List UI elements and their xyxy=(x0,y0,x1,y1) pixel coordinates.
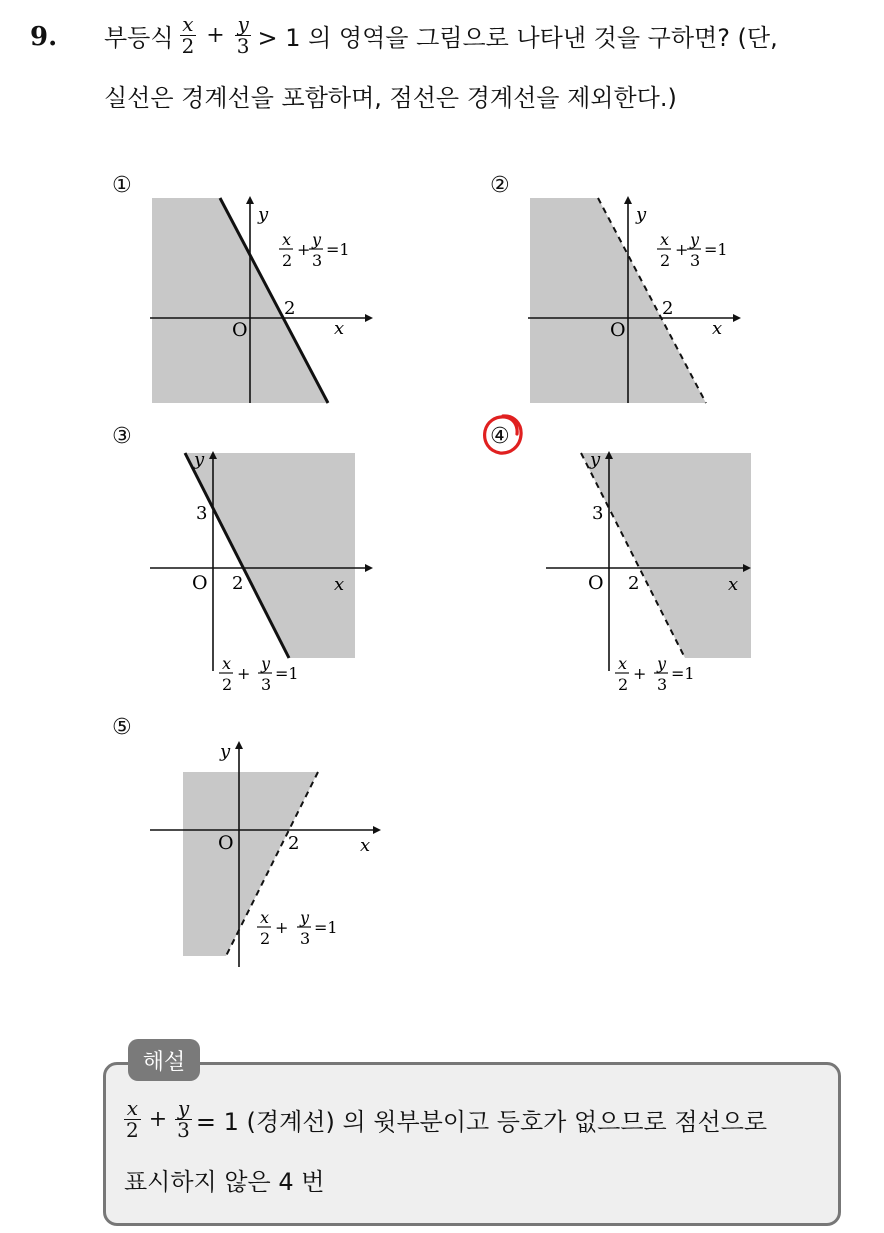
svg-text:+: + xyxy=(275,918,289,937)
explanation-line-1 xyxy=(124,1098,767,1141)
y-axis-label: y xyxy=(636,204,647,225)
svg-text:=1: =1 xyxy=(275,664,299,683)
shaded-region xyxy=(183,772,318,956)
svg-text:3: 3 xyxy=(690,251,701,270)
y-axis-label: y xyxy=(194,449,205,470)
svg-text:y: y xyxy=(312,230,322,249)
origin-label: O xyxy=(192,572,208,594)
explanation-box xyxy=(103,1062,841,1226)
svg-text:+: + xyxy=(633,664,647,683)
explanation-fraction-x: $\frac{x}{2}$ xyxy=(126,1096,139,1142)
svg-text:+: + xyxy=(237,664,251,683)
svg-text:+: + xyxy=(297,240,311,259)
svg-text:2: 2 xyxy=(618,675,629,694)
tick-x-label: 2 xyxy=(628,573,640,594)
shaded-region xyxy=(530,198,706,403)
equation-label xyxy=(257,908,338,948)
tick-y-label: 3 xyxy=(592,503,604,524)
option-1-label[interactable]: ① xyxy=(112,173,132,198)
equation-label xyxy=(615,654,695,694)
x-axis-label: x xyxy=(334,318,345,339)
question-number: 9. xyxy=(30,22,58,52)
shaded-region xyxy=(581,453,751,658)
svg-text:2: 2 xyxy=(260,929,271,948)
y-axis-arrow xyxy=(624,196,632,204)
svg-text:3: 3 xyxy=(261,675,272,694)
graph-option-5 xyxy=(140,735,390,975)
x-axis-arrow xyxy=(733,314,741,322)
svg-text:3: 3 xyxy=(657,675,668,694)
y-axis-label: y xyxy=(258,204,269,225)
y-axis-arrow xyxy=(235,741,243,749)
svg-text:2: 2 xyxy=(222,675,233,694)
question-line-1 xyxy=(104,14,778,57)
question-prefix: 부등식 xyxy=(104,24,174,52)
svg-text:2: 2 xyxy=(282,251,293,270)
question-line-2: 실선은 경계선을 포함하며, 점선은 경계선을 제외한다.) xyxy=(104,84,677,112)
svg-text:=1: =1 xyxy=(314,918,338,937)
tick-y-label: 3 xyxy=(196,503,208,524)
equation-label xyxy=(279,230,350,270)
x-axis-arrow xyxy=(365,564,373,572)
graph-option-1 xyxy=(140,190,380,410)
explanation-line-2: 표시하지 않은 4 번 xyxy=(124,1168,325,1196)
svg-text:x: x xyxy=(282,230,292,249)
equation-label xyxy=(219,654,299,694)
graph-option-2 xyxy=(518,190,758,410)
svg-text:y: y xyxy=(300,908,310,927)
svg-text:y: y xyxy=(657,654,667,673)
origin-label: O xyxy=(588,572,604,594)
origin-label: O xyxy=(610,319,626,341)
svg-text:x: x xyxy=(660,230,670,249)
graph-option-3 xyxy=(140,443,380,693)
origin-label: O xyxy=(232,319,248,341)
explanation-fraction-y: $\frac{y}{3}$ xyxy=(177,1096,190,1142)
svg-text:+: + xyxy=(675,240,689,259)
svg-text:y: y xyxy=(261,654,271,673)
shaded-region xyxy=(185,453,355,658)
svg-text:=1: =1 xyxy=(704,240,728,259)
question-relation: > 1 의 영역을 그림으로 나타낸 것을 구하면? (단, xyxy=(257,24,778,52)
option-5-label[interactable]: ⑤ xyxy=(112,715,132,740)
graph-option-4 xyxy=(536,443,776,693)
svg-text:=1: =1 xyxy=(671,664,695,683)
tick-x-label: 2 xyxy=(288,833,300,854)
origin-label: O xyxy=(218,832,234,854)
tick-x-label: 2 xyxy=(662,298,674,319)
x-axis-label: x xyxy=(334,574,345,595)
shaded-region xyxy=(152,198,328,403)
question-fraction-x: $\frac{x}{2}$ xyxy=(181,12,195,58)
y-axis-arrow xyxy=(246,196,254,204)
svg-text:=1: =1 xyxy=(326,240,350,259)
equation-label xyxy=(657,230,728,270)
y-axis-label: y xyxy=(220,741,231,762)
x-axis-label: x xyxy=(728,574,739,595)
y-axis-label: y xyxy=(590,449,601,470)
svg-text:y: y xyxy=(690,230,700,249)
question-plus: + xyxy=(206,23,225,48)
svg-text:2: 2 xyxy=(660,251,671,270)
explanation-plus: + xyxy=(148,1107,168,1132)
tick-x-label: 2 xyxy=(284,298,296,319)
x-axis-arrow xyxy=(365,314,373,322)
svg-text:3: 3 xyxy=(312,251,323,270)
option-4-label[interactable]: ④ xyxy=(490,424,510,449)
x-axis-label: x xyxy=(360,835,371,856)
x-axis-arrow xyxy=(373,826,381,834)
answer-circle-mark xyxy=(478,410,528,460)
explanation-rest: = 1 (경계선) 의 윗부분이고 등호가 없으므로 점선으로 xyxy=(195,1108,768,1136)
option-3-label[interactable]: ③ xyxy=(112,424,132,449)
tick-x-label: 2 xyxy=(232,573,244,594)
svg-text:x: x xyxy=(222,654,232,673)
svg-text:x: x xyxy=(260,908,270,927)
question-fraction-y: $\frac{y}{3}$ xyxy=(236,12,250,58)
option-2-label[interactable]: ② xyxy=(490,173,510,198)
x-axis-label: x xyxy=(712,318,723,339)
svg-text:x: x xyxy=(618,654,628,673)
explanation-tag: 해설 xyxy=(128,1039,200,1081)
svg-text:3: 3 xyxy=(300,929,311,948)
